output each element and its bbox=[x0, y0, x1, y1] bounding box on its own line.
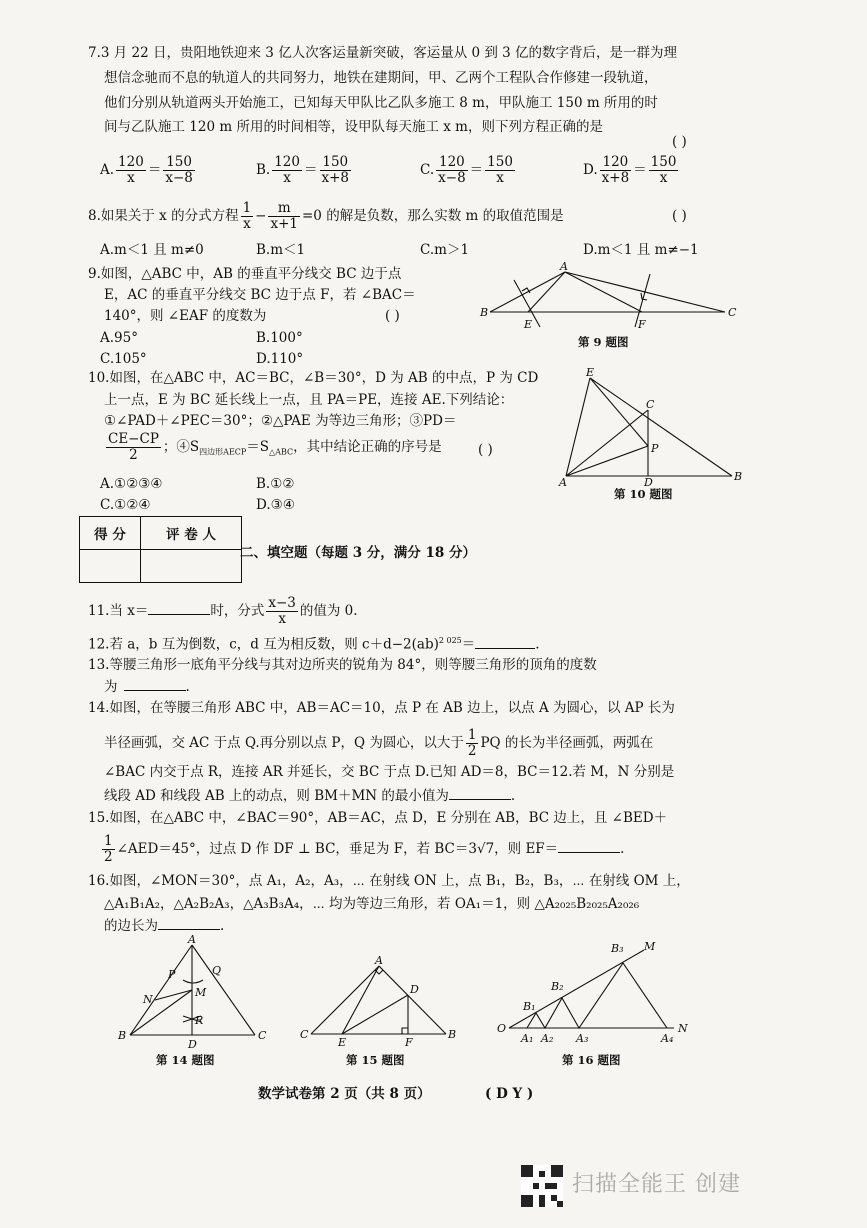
q10-figure bbox=[556, 366, 746, 489]
fig16-label-b1: B₁ bbox=[523, 1000, 536, 1013]
q9-label-a: A bbox=[560, 260, 568, 273]
fig15-label-d: D bbox=[410, 983, 419, 996]
q9-label-f: F bbox=[638, 318, 646, 331]
fig15-label-f: F bbox=[405, 1036, 413, 1049]
fig14 bbox=[115, 933, 275, 1051]
q7-answer-paren: ( ) bbox=[672, 134, 687, 150]
q8-option-c: C.m＞1 bbox=[420, 242, 470, 258]
q16-line1: 16.如图，∠MON＝30°，点 A₁，A₂，A₃，⋯ 在射线 ON 上，点 B₁，B₂，B₃，⋯ 在射线 OM 上， bbox=[88, 873, 690, 889]
q14-line2: 半径画弧，交 AC 于点 Q.再分别以点 P，Q 为圆心，以大于 $\frac{1}{2}$ PQ 的长为半径画弧，两弧在 bbox=[104, 727, 654, 759]
q12-stem: 12.若 a，b 互为倒数，c，d 互为相反数，则 c＋d−2(ab)$^{2 025}$＝ . bbox=[88, 636, 540, 653]
q14-line4: 线段 AD 和线段 AB 上的动点，则 BM＋MN 的最小值为 . bbox=[104, 788, 516, 804]
fig14-label-r: R bbox=[195, 1014, 204, 1027]
q8-stem: 8.如果关于 x 的分式方程 $\frac{1}{x}$ − $\frac{m}{x+1}$ =0 的解是负数，那么实数 m 的取值范围是 bbox=[88, 200, 564, 232]
fig16-label-o: O bbox=[497, 1022, 507, 1035]
q7-option-c: C. $\frac{120}{x-8}$ ＝ $\frac{150}{x}$ bbox=[420, 154, 513, 186]
q12-blank bbox=[475, 648, 535, 649]
fig14-label-d: D bbox=[188, 1038, 197, 1051]
fig16-label-m: M bbox=[644, 940, 656, 953]
fig15 bbox=[296, 952, 466, 1047]
q7-option-b: B. $\frac{120}{x}$ ＝ $\frac{150}{x+8}$ bbox=[256, 154, 350, 186]
q9-option-a: A.95° bbox=[100, 330, 138, 346]
q10-option-c: C.①②④ bbox=[100, 497, 151, 513]
fig16-label-a1: A₁ bbox=[521, 1032, 534, 1045]
q9-option-d: D.110° bbox=[256, 351, 304, 367]
q15-blank bbox=[558, 852, 620, 853]
q11-stem: 11.当 x＝ 时，分式 $\frac{x-3}{x}$ 的值为 0. bbox=[88, 595, 358, 627]
q9-line3: 140°，则 ∠EAF 的度数为 bbox=[104, 308, 267, 324]
q7-line3: 他们分别从轨道两头开始施工，已知每天甲队比乙队多施工 8 m，甲队施工 150 m 所用的时 bbox=[104, 95, 658, 111]
fig15-label-c: C bbox=[300, 1028, 309, 1041]
qr-code-icon bbox=[521, 1165, 563, 1207]
score-header: 得 分 bbox=[80, 517, 141, 550]
q7-option-d: D. $\frac{120}{x+8}$ ＝ $\frac{150}{x}$ bbox=[583, 154, 677, 186]
fig14-label-m: M bbox=[195, 986, 207, 999]
q7-line1: 7.3 月 22 日，贵阳地铁迎来 3 亿人次客运量新突破，客运量从 0 到 3 亿的数字背后，是一群为理 bbox=[88, 45, 678, 61]
score-cell bbox=[80, 550, 141, 583]
fig16-caption: 第 16 题图 bbox=[562, 1053, 621, 1067]
fig16-label-a2: A₂ bbox=[541, 1032, 554, 1045]
fig16-label-a3: A₃ bbox=[576, 1032, 589, 1045]
scanner-watermark: 扫描全能王 创建 bbox=[572, 1172, 741, 1197]
fig14-label-q: Q bbox=[212, 964, 222, 977]
q10-label-a: A bbox=[559, 476, 567, 489]
paper-code: ( D Y ) bbox=[485, 1086, 534, 1102]
q10-caption: 第 10 题图 bbox=[614, 487, 673, 501]
fig16-label-b3: B₃ bbox=[611, 942, 624, 955]
q10-line2: 上一点，E 为 BC 延长线上一点，且 PA＝PE，连接 AE.下列结论： bbox=[104, 392, 514, 408]
q9-line1: 9.如图，△ABC 中，AB 的垂直平分线交 BC 边于点 bbox=[88, 266, 402, 282]
q9-label-e: E bbox=[524, 318, 533, 331]
fig14-label-n: N bbox=[143, 993, 153, 1006]
q8-answer-paren: ( ) bbox=[672, 208, 687, 224]
q10-option-d: D.③④ bbox=[256, 497, 295, 513]
q9-caption: 第 9 题图 bbox=[578, 335, 629, 349]
q10-answer-paren: ( ) bbox=[478, 442, 493, 458]
fig15-label-b: B bbox=[448, 1028, 457, 1041]
q16-line2: △A₁B₁A₂，△A₂B₂A₃，△A₃B₃A₄，⋯ 均为等边三角形，若 OA₁＝1，则 △A₂₀₂₅B₂₀₂₅A₂₀₂₆ bbox=[104, 896, 640, 912]
page-footer: 数学试卷第 2 页（共 8 页） bbox=[258, 1086, 431, 1102]
fig15-caption: 第 15 题图 bbox=[346, 1053, 405, 1067]
q9-line2: E，AC 的垂直平分线交 BC 边于点 F，若 ∠BAC＝ bbox=[104, 287, 416, 303]
q8-option-a: A.m＜1 且 m≠0 bbox=[100, 242, 204, 258]
q10-line3: ①∠PAD＋∠PEC＝30°；②△PAE 为等边三角形；③PD＝ bbox=[104, 413, 457, 429]
q9-option-c: C.105° bbox=[100, 351, 147, 367]
q10-label-e: E bbox=[586, 366, 595, 379]
grader-header: 评 卷 人 bbox=[141, 517, 242, 550]
q13-line1: 13.等腰三角形一底角平分线与其对边所夹的锐角为 84°，则等腰三角形的顶角的度数 bbox=[88, 657, 597, 673]
q10-label-c: C bbox=[646, 398, 655, 411]
q10-line1: 10.如图，在△ABC 中，AC＝BC，∠B＝30°，D 为 AB 的中点，P 为 CD bbox=[88, 370, 539, 386]
q7-line4: 间与乙队施工 120 m 所用的时间相等，设甲队每天施工 x m，则下列方程正确的是 bbox=[104, 119, 603, 135]
q10-label-p: P bbox=[651, 442, 659, 455]
q10-label-d: D bbox=[644, 476, 653, 489]
q9-figure bbox=[480, 262, 750, 342]
q10-option-a: A.①②③④ bbox=[100, 476, 163, 492]
q14-blank bbox=[449, 799, 511, 800]
q11-blank bbox=[148, 614, 210, 615]
fig14-label-p: P bbox=[168, 968, 176, 981]
q15-line1: 15.如图，在△ABC 中，∠BAC＝90°，AB＝AC，点 D，E 分别在 AB，BC 边上，且 ∠BED＋ bbox=[88, 810, 668, 826]
q10-label-b: B bbox=[734, 470, 743, 483]
q9-option-b: B.100° bbox=[256, 330, 303, 346]
fig14-label-c: C bbox=[258, 1029, 267, 1042]
fig16-label-b2: B₂ bbox=[551, 980, 564, 993]
q9-label-b: B bbox=[480, 306, 489, 319]
q16-line3: 的边长为 . bbox=[104, 918, 225, 934]
q7-option-a: A. $\frac{120}{x}$ ＝ $\frac{150}{x-8}$ bbox=[100, 154, 193, 186]
q15-line2: $\frac{1}{2}$ ∠AED＝45°，过点 D 作 DF ⊥ BC，垂足为 F，若 BC＝3√7，则 EF＝ . bbox=[104, 833, 625, 865]
fig14-label-a: A bbox=[188, 933, 196, 946]
q13-blank bbox=[124, 690, 186, 691]
q13-line2: 为 . bbox=[104, 679, 190, 695]
fig15-label-e: E bbox=[338, 1036, 347, 1049]
q10-line4: $\frac{CE-CP}{2}$ ；$④S_{四边形AECP}=S_{\triangle ABC}$，其中结论正确的序号是 bbox=[108, 431, 442, 463]
q9-label-c: C bbox=[728, 306, 737, 319]
fig16 bbox=[494, 938, 699, 1048]
q14-line3: ∠BAC 内交于点 R，连接 AR 并延长，交 BC 于点 D.已知 AD＝8，BC＝12.若 M，N 分别是 bbox=[104, 764, 675, 780]
q8-option-d: D.m＜1 且 m≠−1 bbox=[583, 242, 699, 258]
fig14-label-b: B bbox=[118, 1029, 127, 1042]
q9-answer-paren: ( ) bbox=[385, 308, 400, 324]
q10-option-b: B.①② bbox=[256, 476, 295, 492]
q8-option-b: B.m＜1 bbox=[256, 242, 306, 258]
q7-line2: 想信念驰而不息的轨道人的共同努力，地铁在建期间，甲、乙两个工程队合作修建一段轨道， bbox=[104, 70, 658, 86]
fig16-label-n: N bbox=[678, 1022, 688, 1035]
score-table bbox=[79, 516, 242, 583]
fig16-label-a4: A₄ bbox=[661, 1032, 674, 1045]
fig15-label-a: A bbox=[375, 954, 383, 967]
q16-blank bbox=[158, 929, 220, 930]
grader-cell bbox=[141, 550, 242, 583]
section2-title: 二、填空题（每题 3 分，满分 18 分） bbox=[240, 545, 476, 561]
q14-line1: 14.如图，在等腰三角形 ABC 中，AB＝AC＝10，点 P 在 AB 边上，以点 A 为圆心，以 AP 长为 bbox=[88, 700, 675, 716]
fig14-caption: 第 14 题图 bbox=[156, 1053, 215, 1067]
